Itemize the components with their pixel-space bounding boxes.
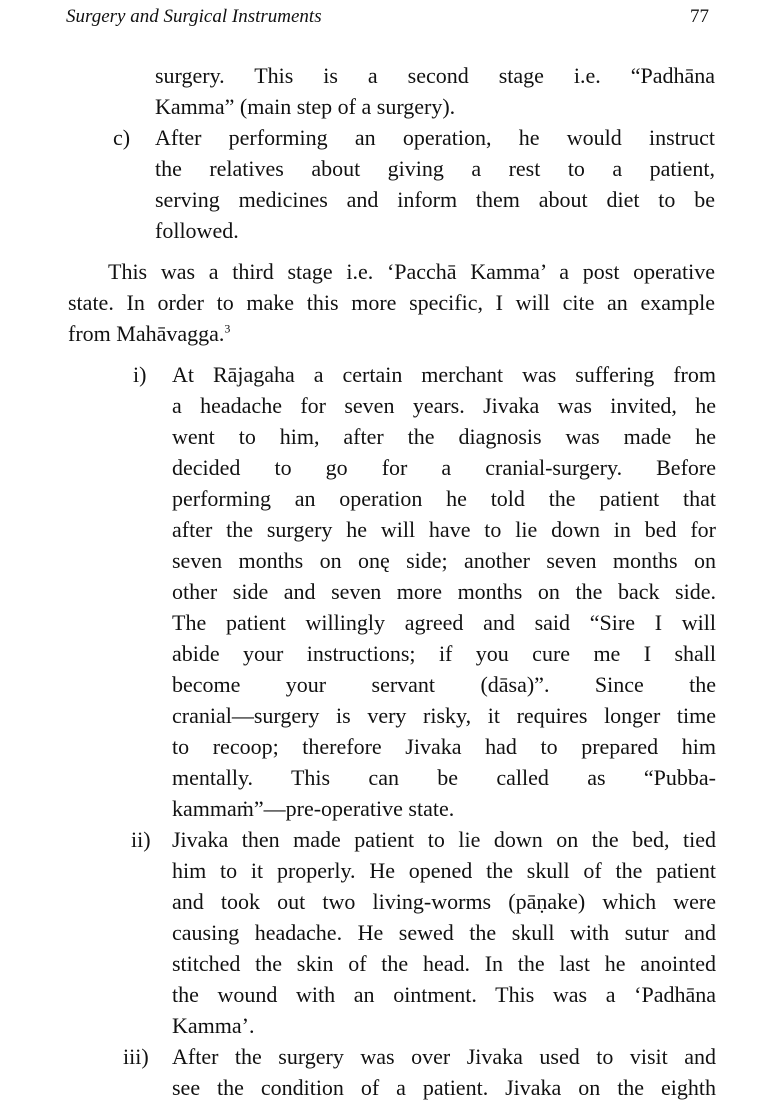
item-b-continuation [155,60,715,122]
item-ii-text [172,824,716,1041]
footnote-ref: 3 [224,321,231,336]
text-line: abide your instructions; if you cure me I shall [172,641,716,666]
text-line: cranial—surgery is very risky, it requires longer time [172,703,716,728]
text-line: kammaṁ”—pre-operative state. [172,796,455,821]
text-line: went to him, after the diagnosis was made he [172,424,716,449]
text-line: him to it properly. He opened the skull of the patient [172,858,716,883]
item-ii-label: ii) [131,827,151,852]
page-number: 77 [690,6,709,27]
text-line: the relatives about giving a rest to a patient, [155,156,715,181]
body-paragraph [68,256,715,349]
item-c-text [155,122,715,246]
text-line: see the condition of a patient. Jivaka on the eighth [172,1075,716,1100]
item-iii-label: iii) [123,1044,149,1069]
text-line: followed. [155,218,239,243]
item-i-label: i) [133,362,147,387]
text-line: surgery. This is a second stage i.e. “Padhāna [155,63,715,88]
text-line: Jivaka then made patient to lie down on the bed, tied [172,827,716,852]
item-i-text [172,359,716,824]
running-header: Surgery and Surgical Instruments [66,6,322,27]
text-line: seven months on onę side; another seven months on [172,548,716,573]
item-c-label: c) [113,125,131,150]
text-line: after the surgery he will have to lie down in bed for [172,517,716,542]
text-line: the wound with an ointment. This was a ‘Padhāna [172,982,716,1007]
text-line: After performing an operation, he would instruct [155,125,715,150]
text-line: mentally. This can be called as “Pubba- [172,765,716,790]
text-line: a headache for seven years. Jivaka was invited, he [172,393,716,418]
item-iii-text [172,1041,716,1103]
text-line: serving medicines and inform them about diet to be [155,187,715,212]
text-line: to recoop; therefore Jivaka had to prepared him [172,734,716,759]
text-line: The patient willingly agreed and said “Sire I will [172,610,716,635]
text-line: Kamma” (main step of a surgery). [155,94,456,119]
text-line: At Rājagaha a certain merchant was suffering from [172,362,716,387]
text-line: become your servant (dāsa)”. Since the [172,672,716,697]
text-line: state. In order to make this more specific, I will cite an example [68,290,715,315]
text-line: other side and seven more months on the back side. [172,579,716,604]
text-line: causing headache. He sewed the skull with sutur and [172,920,716,945]
text-line: performing an operation he told the patient that [172,486,716,511]
text-line: decided to go for a cranial-surgery. Before [172,455,716,480]
text-line: This was a third stage i.e. ‘Pacchā Kamma’ a post operative [108,259,715,284]
text-line: from Mahāvagga.$^3$ [68,321,231,346]
text-line: Kamma’. [172,1013,255,1038]
text-line: After the surgery was over Jivaka used to visit and [172,1044,716,1069]
text-line: and took out two living-worms (pāṇake) which were [172,889,716,914]
text-line: stitched the skin of the head. In the last he anointed [172,951,716,976]
